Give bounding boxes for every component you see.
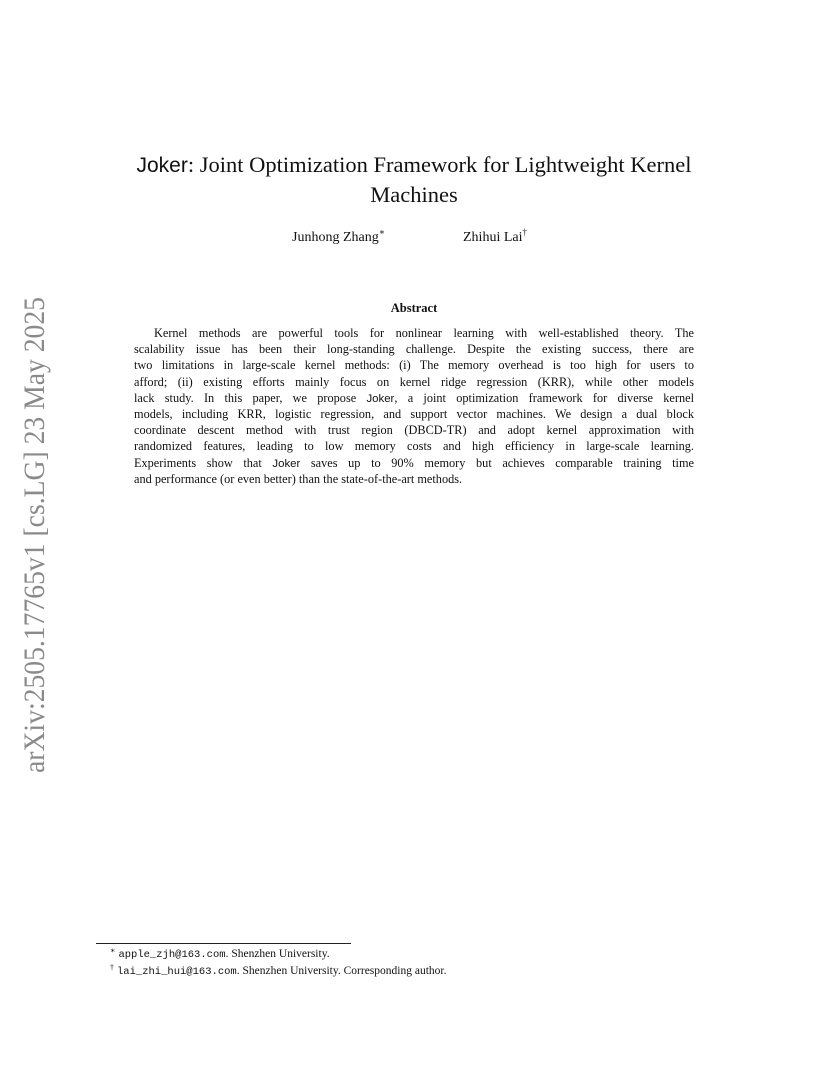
abstract-line: randomized features, leading to low memory costs and high efficiency in large-scale learning. xyxy=(134,439,694,454)
footnote-text: . Shenzhen University. xyxy=(225,948,330,960)
framework-name: Joker xyxy=(366,392,395,405)
footnotes xyxy=(110,947,446,980)
abstract-line: models, including KRR, logistic regression, and support vector machines. We design a dual block xyxy=(134,406,694,421)
abstract-line xyxy=(134,455,694,471)
author-email[interactable]: apple_zjh@163.com xyxy=(118,949,226,961)
abstract-line: afford; (ii) existing efforts mainly focus on kernel ridge regression (KRR), while other models xyxy=(134,374,694,389)
title-line-1 xyxy=(100,150,728,180)
footnote-mark: ∗ xyxy=(110,946,116,955)
title-line-2: Machines xyxy=(370,182,458,207)
arxiv-id-text: arXiv:2505.17765v1 [cs.LG] 23 May 2025 xyxy=(19,297,51,773)
abstract-heading: Abstract xyxy=(390,301,438,315)
abstract-body xyxy=(134,325,694,487)
abstract-text: lack study. In this paper, we propose xyxy=(134,390,367,405)
footnote-1 xyxy=(110,947,446,964)
framework-name: Joker xyxy=(272,457,301,470)
abstract-line: and performance (or even better) than the state-of-the-art methods. xyxy=(134,471,463,486)
abstract-line: two limitations in large-scale kernel methods: (i) The memory overhead is too high for users to xyxy=(134,358,694,373)
abstract-line xyxy=(134,390,694,406)
abstract-line: coordinate descent method with trust region (DBCD-TR) and adopt kernel approximation with xyxy=(134,423,694,438)
author-list xyxy=(0,227,828,250)
abstract-text: saves up to 90% memory but achieves comparable training time xyxy=(300,455,694,470)
abstract-text: Experiments show that xyxy=(134,455,273,470)
paper-title xyxy=(100,150,728,209)
footnote-mark: † xyxy=(110,962,114,972)
abstract-line: Kernel methods are powerful tools for nonlinear learning with well-established theory. The xyxy=(154,326,694,340)
author-name: Zhihui Lai xyxy=(463,230,523,245)
title-framework-name: Joker xyxy=(136,154,188,177)
author-footnote-mark: † xyxy=(522,227,527,237)
author-name: Junhong Zhang xyxy=(292,230,379,245)
author-email[interactable]: lai_zhi_hui@163.com xyxy=(117,965,237,978)
title-rest: Joint Optimization Framework for Lightweight Kernel xyxy=(194,152,692,177)
footnote-text: . Shenzhen University. Corresponding author. xyxy=(236,964,447,977)
footnote-2 xyxy=(110,964,446,981)
author-2 xyxy=(463,227,527,246)
title-colon: : xyxy=(187,152,195,177)
abstract-line: scalability issue has been their long-standing challenge. Despite the existing success, there are xyxy=(134,342,694,357)
abstract-text: , a joint optimization framework for diverse kernel xyxy=(394,390,694,405)
footnote-rule xyxy=(96,943,351,944)
arxiv-side-stamp xyxy=(13,297,55,775)
author-footnote-mark: ∗ xyxy=(378,227,385,237)
author-1 xyxy=(292,227,385,246)
